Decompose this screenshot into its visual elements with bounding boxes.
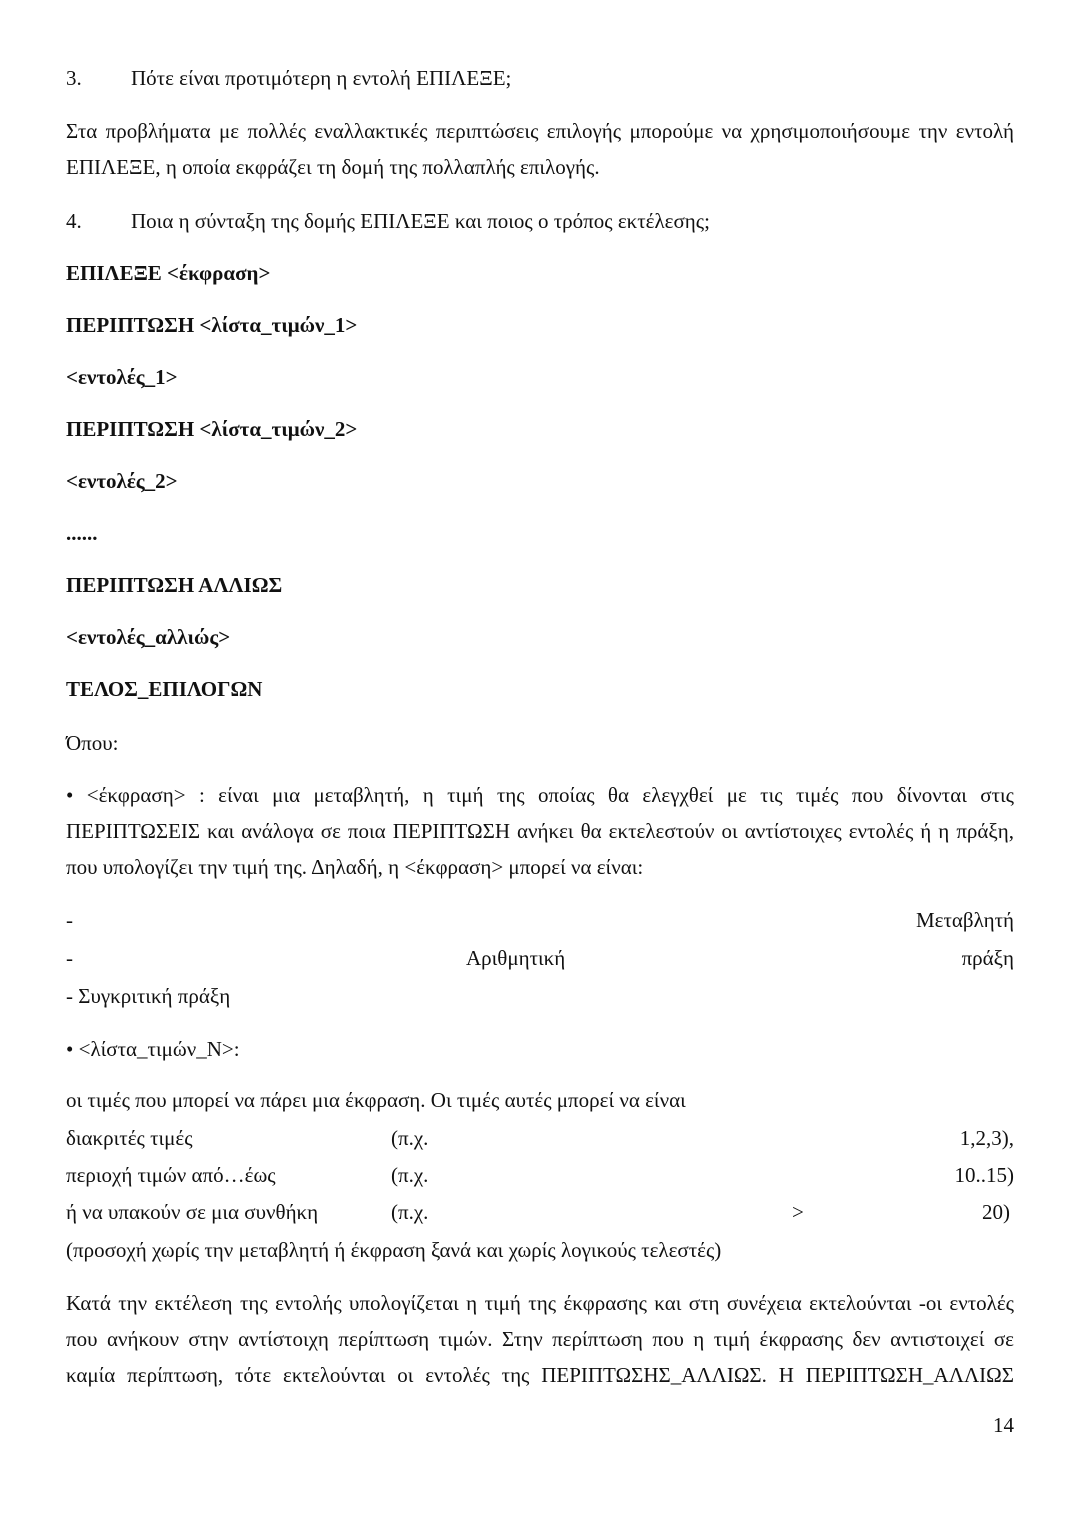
question-4-text: Ποια η σύνταξη της δομής ΕΠΙΛΕΞΕ και ποιος ο τρόπος εκτέλεσης; — [131, 209, 710, 233]
execution-para-line-2: που ανήκουν στην αντίστοιχη περίπτωση τιμών. Στην περίπτωση που η τιμή έκφρασης δεν αντιστοιχεί σε — [66, 1327, 1014, 1351]
list-row-2-label: περιοχή τιμών από…έως — [66, 1163, 276, 1187]
expression-para-line-1: • <έκφραση> : είναι μια μεταβλητή, η τιμή της οποίας θα ελεγχθεί με τις τιμές που δίνονται στις — [66, 783, 1014, 807]
list-row-3-operator: > — [792, 1200, 804, 1224]
list-row-2-eg: (π.χ. — [391, 1163, 429, 1187]
where-label: Όπου: — [66, 731, 119, 755]
expression-para-line-3: που υπολογίζει την τιμή της. Δηλαδή, η <έκφραση> μπορεί να είναι: — [66, 855, 644, 879]
syntax-commands-1-line: <εντολές_1> — [66, 365, 178, 389]
question-3-text: Πότε είναι προτιμότερη η εντολή ΕΠΙΛΕΞΕ; — [131, 66, 512, 90]
syntax-case-2-line: ΠΕΡΙΠΤΩΣΗ <λίστα_τιμών_2> — [66, 417, 358, 441]
list-note: (προσοχή χωρίς την μεταβλητή ή έκφραση ξανά και χωρίς λογικούς τελεστές) — [66, 1238, 722, 1262]
list-row-2-value: 10..15) — [954, 1163, 1014, 1187]
list-row-3-eg: (π.χ. — [391, 1200, 429, 1224]
syntax-end-line: ΤΕΛΟΣ_ΕΠΙΛΟΓΩΝ — [66, 677, 263, 701]
list-values-label: • <λίστα_τιμών_N>: — [66, 1037, 240, 1061]
expr-option-2-mid: Αριθμητική — [466, 946, 566, 970]
expr-option-1-text: Μεταβλητή — [915, 908, 1014, 932]
list-row-3-label: ή να υπακούν σε μια συνθήκη — [66, 1200, 319, 1224]
answer-3-line-1: Στα προβλήματα με πολλές εναλλακτικές περιπτώσεις επιλογής μπορούμε να χρησιμοποιήσουμε την εντολή — [66, 119, 1014, 143]
list-row-1-value: 1,2,3), — [959, 1126, 1014, 1150]
syntax-case-1-line: ΠΕΡΙΠΤΩΣΗ <λίστα_τιμών_1> — [66, 313, 358, 337]
list-row-1-eg: (π.χ. — [391, 1126, 429, 1150]
answer-3-line-2: ΕΠΙΛΕΞΕ, η οποία εκφράζει τη δομή της πολλαπλής επιλογής. — [66, 155, 600, 179]
syntax-commands-else-line: <εντολές_αλλιώς> — [66, 625, 231, 649]
syntax-commands-2-line: <εντολές_2> — [66, 469, 178, 493]
syntax-select-line: ΕΠΙΛΕΞΕ <έκφραση> — [66, 261, 271, 285]
list-row-3-value: 20) — [982, 1200, 1010, 1224]
question-4-number: 4. — [66, 209, 82, 233]
syntax-ellipsis-line: ...... — [66, 521, 98, 545]
execution-para-line-3: καμία περίπτωση, τότε εκτελούνται οι εντολές της ΠΕΡΙΠΤΩΣΗΣ_ΑΛΛΙΩΣ. Η ΠΕΡΙΠΤΩΣΗ_ΑΛΛΙΩΣ — [66, 1363, 1014, 1387]
page-number: 14 — [993, 1413, 1014, 1437]
expr-option-1-dash: - — [66, 908, 73, 932]
expr-option-3: - Συγκριτική πράξη — [66, 984, 231, 1008]
syntax-case-else-line: ΠΕΡΙΠΤΩΣΗ ΑΛΛΙΩΣ — [66, 573, 283, 597]
question-3-number: 3. — [66, 66, 82, 90]
expr-option-2-dash: - — [66, 946, 73, 970]
expression-para-line-2: ΠΕΡΙΠΤΩΣΕΙΣ και ανάλογα σε ποια ΠΕΡΙΠΤΩΣΗ ανήκει θα εκτελεστούν οι αντίστοιχες εντολές ή η πράξη, — [66, 819, 1014, 843]
list-row-1-label: διακριτές τιμές — [66, 1126, 193, 1150]
execution-para-line-1: Κατά την εκτέλεση της εντολής υπολογίζεται η τιμή της έκφρασης και στη συνέχεια εκτελούνται -οι εντολές — [66, 1291, 1014, 1315]
expr-option-2-right: πράξη — [961, 946, 1014, 970]
list-values-intro: οι τιμές που μπορεί να πάρει μια έκφραση. Οι τιμές αυτές μπορεί να είναι — [66, 1088, 686, 1112]
